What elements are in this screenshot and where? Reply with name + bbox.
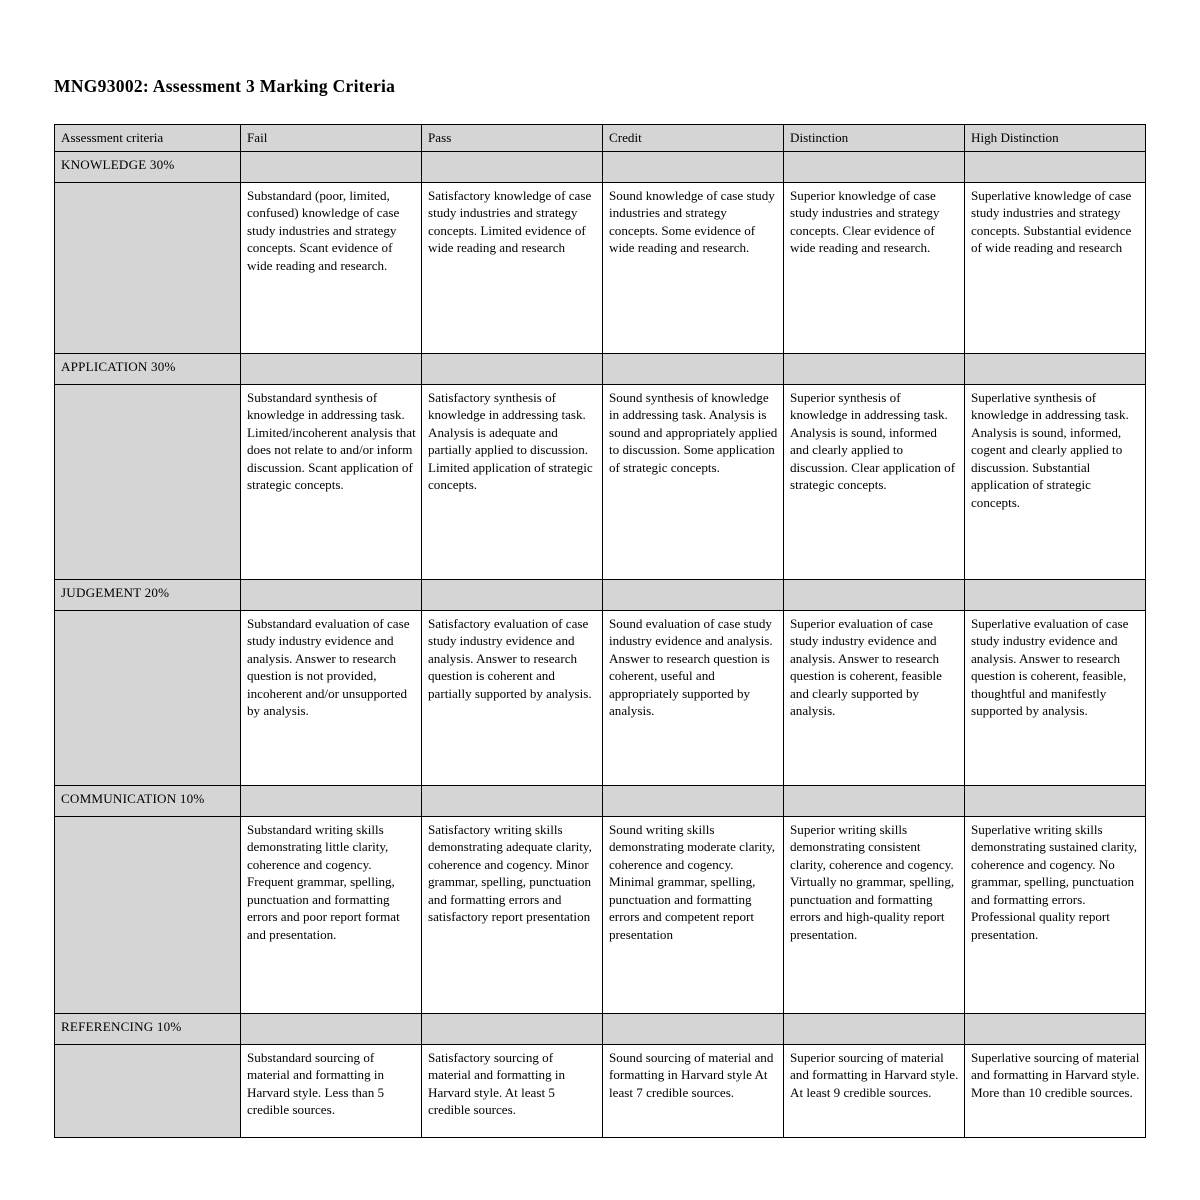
descriptor-application-fail: Substandard synthesis of knowledge in addressing task. Limited/incoherent analysis that does not relate to and/or inform discussion. Scant application of strategic concepts. xyxy=(241,384,422,579)
table-header-row xyxy=(55,125,1146,152)
criteria-band-blank xyxy=(241,353,422,384)
column-header-distinction: Distinction xyxy=(784,125,965,152)
criteria-band-blank xyxy=(965,151,1146,182)
criteria-band-blank xyxy=(603,785,784,816)
descriptor-communication-pass: Satisfactory writing skills demonstrating adequate clarity, coherence and cogency. Minor grammar, spelling, punctuation and formatting errors and satisfactory report presentation xyxy=(422,816,603,1013)
table-body xyxy=(55,151,1146,1137)
descriptor-knowledge-fail: Substandard (poor, limited, confused) knowledge of case study industries and strategy concepts. Scant evidence of wide reading and research. xyxy=(241,182,422,353)
table-header xyxy=(55,125,1146,152)
criteria-band-blank xyxy=(422,785,603,816)
criteria-band-row xyxy=(55,151,1146,182)
descriptor-communication-credit: Sound writing skills demonstrating moderate clarity, coherence and cogency. Minimal grammar, spelling, punctuation and formatting errors and competent report presentation xyxy=(603,816,784,1013)
descriptor-communication-fail: Substandard writing skills demonstrating little clarity, coherence and cogency. Frequent grammar, spelling, punctuation and formatting errors and poor report format and presentation. xyxy=(241,816,422,1013)
descriptor-judgement-pass: Satisfactory evaluation of case study industry evidence and analysis. Answer to research question is coherent and partially supported by analysis. xyxy=(422,610,603,785)
criteria-spacer-cell xyxy=(55,1044,241,1137)
descriptor-judgement-distinction: Superior evaluation of case study industry evidence and analysis. Answer to research question is coherent, feasible and clearly supported by analysis. xyxy=(784,610,965,785)
criteria-band-label-communication: COMMUNICATION 10% xyxy=(55,785,241,816)
descriptor-judgement-high-distinction: Superlative evaluation of case study industry evidence and analysis. Answer to research question is coherent, feasible, thoughtful and manifestly supported by analysis. xyxy=(965,610,1146,785)
criteria-band-blank xyxy=(965,353,1146,384)
column-header-pass: Pass xyxy=(422,125,603,152)
criteria-band-blank xyxy=(784,1013,965,1044)
criteria-band-blank xyxy=(241,151,422,182)
table-row xyxy=(55,610,1146,785)
descriptor-application-credit: Sound synthesis of knowledge in addressing task. Analysis is sound and appropriately applied to discussion. Some application of strategic concepts. xyxy=(603,384,784,579)
descriptor-application-distinction: Superior synthesis of knowledge in addressing task. Analysis is sound, informed and clearly applied to discussion. Clear application of strategic concepts. xyxy=(784,384,965,579)
criteria-band-blank xyxy=(603,151,784,182)
criteria-spacer-cell xyxy=(55,182,241,353)
criteria-band-blank xyxy=(241,579,422,610)
criteria-band-blank xyxy=(965,785,1146,816)
criteria-band-blank xyxy=(422,579,603,610)
criteria-band-blank xyxy=(422,1013,603,1044)
criteria-band-label-referencing: REFERENCING 10% xyxy=(55,1013,241,1044)
descriptor-referencing-fail: Substandard sourcing of material and formatting in Harvard style. Less than 5 credible sources. xyxy=(241,1044,422,1137)
criteria-band-label-application: APPLICATION 30% xyxy=(55,353,241,384)
descriptor-communication-distinction: Superior writing skills demonstrating consistent clarity, coherence and cogency. Virtually no grammar, spelling, punctuation and formatting errors and high-quality report presentation. xyxy=(784,816,965,1013)
criteria-band-blank xyxy=(784,579,965,610)
criteria-band-row xyxy=(55,579,1146,610)
descriptor-knowledge-pass: Satisfactory knowledge of case study industries and strategy concepts. Limited evidence of wide reading and research xyxy=(422,182,603,353)
criteria-band-blank xyxy=(603,1013,784,1044)
criteria-spacer-cell xyxy=(55,384,241,579)
criteria-band-row xyxy=(55,1013,1146,1044)
table-row xyxy=(55,182,1146,353)
descriptor-knowledge-high-distinction: Superlative knowledge of case study industries and strategy concepts. Substantial evidence of wide reading and research xyxy=(965,182,1146,353)
criteria-band-label-knowledge: KNOWLEDGE 30% xyxy=(55,151,241,182)
criteria-band-row xyxy=(55,785,1146,816)
column-header-fail: Fail xyxy=(241,125,422,152)
descriptor-referencing-pass: Satisfactory sourcing of material and formatting in Harvard style. At least 5 credible sources. xyxy=(422,1044,603,1137)
criteria-band-label-judgement: JUDGEMENT 20% xyxy=(55,579,241,610)
marking-criteria-table xyxy=(54,124,1146,1138)
table-row xyxy=(55,384,1146,579)
criteria-band-blank xyxy=(784,151,965,182)
descriptor-communication-high-distinction: Superlative writing skills demonstrating sustained clarity, coherence and cogency. No grammar, spelling, punctuation and formatting errors. Professional quality report presentation. xyxy=(965,816,1146,1013)
descriptor-referencing-distinction: Superior sourcing of material and formatting in Harvard style. At least 9 credible sources. xyxy=(784,1044,965,1137)
column-header-high-distinction: High Distinction xyxy=(965,125,1146,152)
page-title: MNG93002: Assessment 3 Marking Criteria xyxy=(54,76,396,96)
criteria-band-blank xyxy=(965,1013,1146,1044)
column-header-credit: Credit xyxy=(603,125,784,152)
descriptor-referencing-high-distinction: Superlative sourcing of material and formatting in Harvard style. More than 10 credible sources. xyxy=(965,1044,1146,1137)
descriptor-application-high-distinction: Superlative synthesis of knowledge in addressing task. Analysis is sound, informed, cogent and clearly applied to discussion. Substantial application of strategic concepts. xyxy=(965,384,1146,579)
descriptor-knowledge-distinction: Superior knowledge of case study industries and strategy concepts. Clear evidence of wide reading and research. xyxy=(784,182,965,353)
criteria-band-blank xyxy=(784,353,965,384)
criteria-band-blank xyxy=(603,579,784,610)
table-row xyxy=(55,1044,1146,1137)
criteria-band-blank xyxy=(241,785,422,816)
descriptor-judgement-credit: Sound evaluation of case study industry evidence and analysis. Answer to research question is coherent, useful and appropriately supported by analysis. xyxy=(603,610,784,785)
descriptor-judgement-fail: Substandard evaluation of case study industry evidence and analysis. Answer to research question is not provided, incoherent and/or unsupported by analysis. xyxy=(241,610,422,785)
descriptor-referencing-credit: Sound sourcing of material and formatting in Harvard style At least 7 credible sources. xyxy=(603,1044,784,1137)
criteria-band-blank xyxy=(422,353,603,384)
table-row xyxy=(55,816,1146,1013)
criteria-band-blank xyxy=(784,785,965,816)
column-header-criteria: Assessment criteria xyxy=(55,125,241,152)
criteria-spacer-cell xyxy=(55,610,241,785)
descriptor-knowledge-credit: Sound knowledge of case study industries and strategy concepts. Some evidence of wide reading and research. xyxy=(603,182,784,353)
criteria-band-row xyxy=(55,353,1146,384)
criteria-spacer-cell xyxy=(55,816,241,1013)
criteria-band-blank xyxy=(241,1013,422,1044)
criteria-band-blank xyxy=(603,353,784,384)
criteria-band-blank xyxy=(965,579,1146,610)
descriptor-application-pass: Satisfactory synthesis of knowledge in addressing task. Analysis is adequate and partially applied to discussion. Limited application of strategic concepts. xyxy=(422,384,603,579)
criteria-band-blank xyxy=(422,151,603,182)
